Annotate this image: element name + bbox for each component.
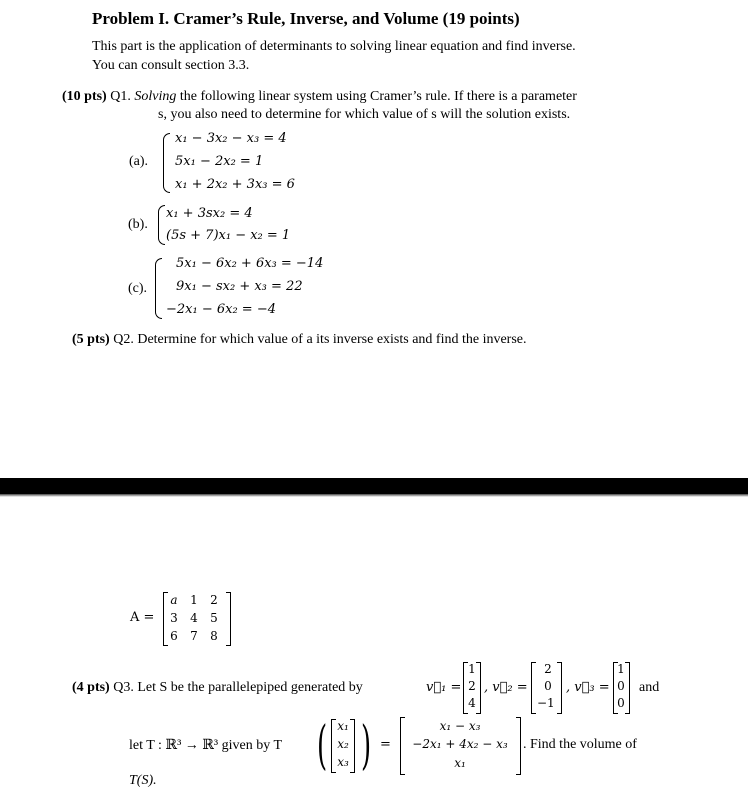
q1b-label: (b). [128,217,148,232]
t-vec-cell: x₁ − x₃ [439,719,481,733]
q1c-eq-3: −2x₁ − 6x₂ = −4 [166,302,276,317]
q1a-brace [163,133,170,193]
q3-v2-label: , v⃗₂ = [484,680,528,695]
v2-right-bracket [557,662,562,714]
intro-line-2: You can consult section 3.3. [92,58,250,73]
q3-text-2: let T : ℝ³ → ℝ³ given by T [129,738,282,753]
t-vec-right-bracket [516,717,521,775]
t-open-paren: ( [317,716,328,776]
q1c-brace [155,258,162,319]
q1c-eq-1: 5x₁ − 6x₂ + 6x₃ = −14 [176,256,324,271]
q3-text-3: . Find the volume of [523,737,637,752]
v3-cell: 0 [617,696,625,710]
x-vec-cell: x₂ [337,737,349,751]
q1-text-1: the following linear system using Cramer’s rule. If there is a parameter [179,89,577,104]
matrix-a-cell: 1 [190,593,198,607]
v1-cell: 4 [468,696,476,710]
q1-points: (10 pts) [62,89,107,104]
q2-text: Q2. Determine for which value of a its inverse exists and find the inverse. [113,332,527,347]
q1-text-2: s, you also need to determine for which value of s will the solution exists. [158,107,571,122]
q1c-eq-2: 9x₁ − sx₂ + x₃ = 22 [176,279,303,294]
q1-label: Q1. [110,89,131,104]
v3-cell: 1 [617,662,625,676]
matrix-a-cell: 5 [210,611,218,625]
q3-points: (4 pts) [72,680,110,695]
x-vec-right-bracket [350,719,355,773]
t-vec-cell: −2x₁ + 4x₂ − x₃ [412,737,508,751]
q1b-eq-1: x₁ + 3sx₂ = 4 [166,206,253,221]
q3-equals: = [380,737,391,752]
q2-points: (5 pts) [72,332,110,347]
q1c-label: (c). [128,281,148,296]
t-close-paren: ) [361,716,372,776]
matrix-a-cell: 6 [170,629,178,643]
q1-solving-word: Solving [134,89,177,104]
q3-header [72,680,363,696]
q1b-brace [158,205,165,245]
x-vec-cell: x₃ [337,755,349,769]
q1a-eq-3: x₁ + 2x₂ + 3x₃ = 6 [175,177,295,192]
matrix-a-cell: a [170,593,178,607]
v2-cell: −1 [537,696,555,710]
matrix-a-cell: 3 [170,611,178,625]
q1-header [62,89,577,105]
q1a-eq-2: 5x₁ − 2x₂ = 1 [175,154,264,169]
matrix-a-cell: 8 [210,629,218,643]
matrix-a-label: A = [130,610,155,625]
v2-left-bracket [531,662,536,714]
matrix-a-cell: 4 [190,611,198,625]
intro-line-1: This part is the application of determinants to solving linear equation and find inverse. [92,39,576,54]
v2-cell: 0 [544,679,552,693]
q3-v1-label: v⃗₁ = [426,680,462,695]
matrix-a-right-bracket [226,592,231,646]
matrix-a-cell: 7 [190,629,198,643]
q3-text-1: Q3. Let S be the parallelepiped generated by [113,680,363,695]
x-vec-cell: x₁ [337,719,349,733]
matrix-a-cell: 2 [210,593,218,607]
q1a-label: (a). [129,154,149,169]
q1a-eq-1: x₁ − 3x₂ − x₃ = 4 [175,131,287,146]
v2-cell: 2 [544,662,552,676]
q2-header [72,332,527,348]
v1-cell: 1 [468,662,476,676]
t-vec-cell: x₁ [454,756,466,770]
problem-title: Problem I. Cramer’s Rule, Inverse, and Volume (19 points) [92,9,520,28]
page-separator-shadow [0,494,748,497]
q3-text-4: T(S). [129,773,157,788]
q1b-eq-2: (5s + 7)x₁ − x₂ = 1 [166,228,291,243]
page-separator [0,478,748,494]
v1-cell: 2 [468,679,476,693]
q3-and: and [639,680,660,695]
q3-v3-label: , v⃗₃ = [566,680,610,695]
v3-cell: 0 [617,679,625,693]
